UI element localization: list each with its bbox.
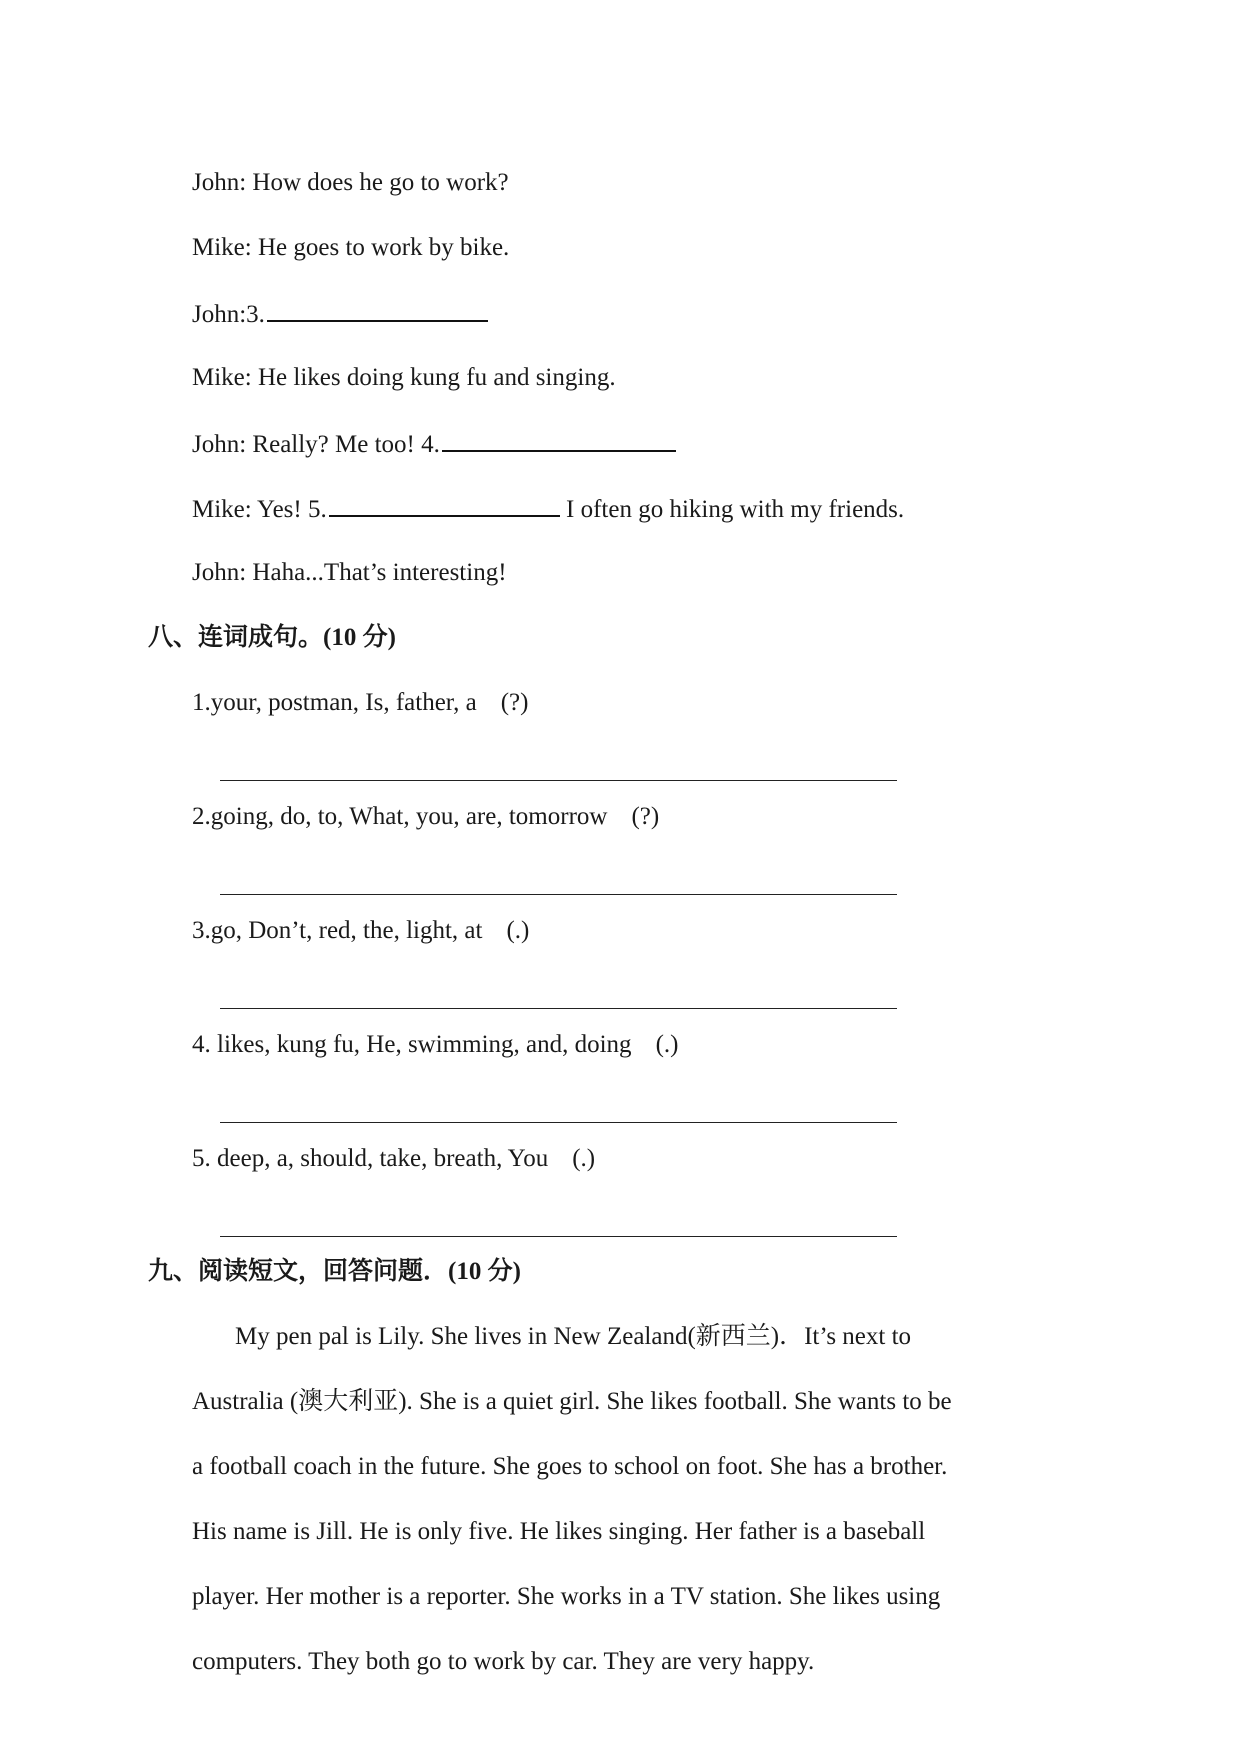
dialogue-text: John: Really? Me too! 4. (192, 431, 440, 458)
dialogue-text: John: Haha...That’s interesting! (192, 559, 507, 586)
dialogue-line-5 (192, 428, 676, 460)
answer-line-1[interactable] (220, 780, 897, 781)
dialogue-line-2 (192, 233, 509, 263)
fill-blank-3[interactable] (267, 298, 488, 322)
sentence-item-5 (192, 1144, 595, 1174)
scrambled-words: 2.going, do, to, What, you, are, tomorrow (192, 803, 608, 830)
fill-blank-5[interactable] (329, 493, 560, 517)
punctuation-hint: (?) (500, 689, 529, 716)
punctuation-hint: (?) (631, 803, 660, 830)
scrambled-words: 3.go, Don’t, red, the, light, at (192, 917, 483, 944)
dialogue-line-4 (192, 363, 616, 393)
passage-line-3: a football coach in the future. She goes to school on foot. She has a brother. (192, 1453, 948, 1480)
section-9-heading: 九、阅读短文，回答问题．(10 分) (148, 1258, 521, 1285)
scrambled-words: 4. likes, kung fu, He, swimming, and, doing (192, 1031, 632, 1058)
fill-blank-4[interactable] (442, 428, 676, 452)
dialogue-text: Mike: He goes to work by bike. (192, 234, 510, 261)
punctuation-hint: (.) (572, 1145, 596, 1172)
passage-line-6: computers. They both go to work by car. They are very happy. (192, 1648, 815, 1675)
passage-line-5: player. Her mother is a reporter. She works in a TV station. She likes using (192, 1583, 941, 1610)
dialogue-text: John: How does he go to work? (192, 169, 509, 196)
dialogue-line-7 (192, 558, 507, 588)
dialogue-text-after: I often go hiking with my friends. (559, 496, 905, 523)
sentence-item-4 (192, 1030, 678, 1060)
section-8-heading: 八、连词成句。(10 分) (148, 624, 396, 651)
scrambled-words: 1.your, postman, Is, father, a (192, 689, 477, 716)
answer-line-5[interactable] (220, 1236, 897, 1237)
passage-line-2: Australia (澳大利亚). She is a quiet girl. She likes football. She wants to be (192, 1388, 952, 1415)
dialogue-text: Mike: He likes doing kung fu and singing. (192, 364, 616, 391)
passage-line-4: His name is Jill. He is only five. He likes singing. Her father is a baseball (192, 1518, 926, 1545)
dialogue-line-1 (192, 168, 509, 198)
sentence-item-3 (192, 916, 529, 946)
answer-line-4[interactable] (220, 1122, 897, 1123)
sentence-item-1 (192, 688, 528, 718)
sentence-item-2 (192, 802, 659, 832)
dialogue-text: John:3. (192, 301, 265, 328)
scrambled-words: 5. deep, a, should, take, breath, You (192, 1145, 549, 1172)
dialogue-line-3 (192, 298, 488, 330)
dialogue-text: Mike: Yes! 5. (192, 496, 327, 523)
passage-line-1: My pen pal is Lily. She lives in New Zealand(新西兰)．It’s next to (235, 1323, 912, 1350)
dialogue-line-6 (192, 493, 904, 525)
punctuation-hint: (.) (655, 1031, 679, 1058)
answer-line-3[interactable] (220, 1008, 897, 1009)
answer-line-2[interactable] (220, 894, 897, 895)
punctuation-hint: (.) (506, 917, 530, 944)
